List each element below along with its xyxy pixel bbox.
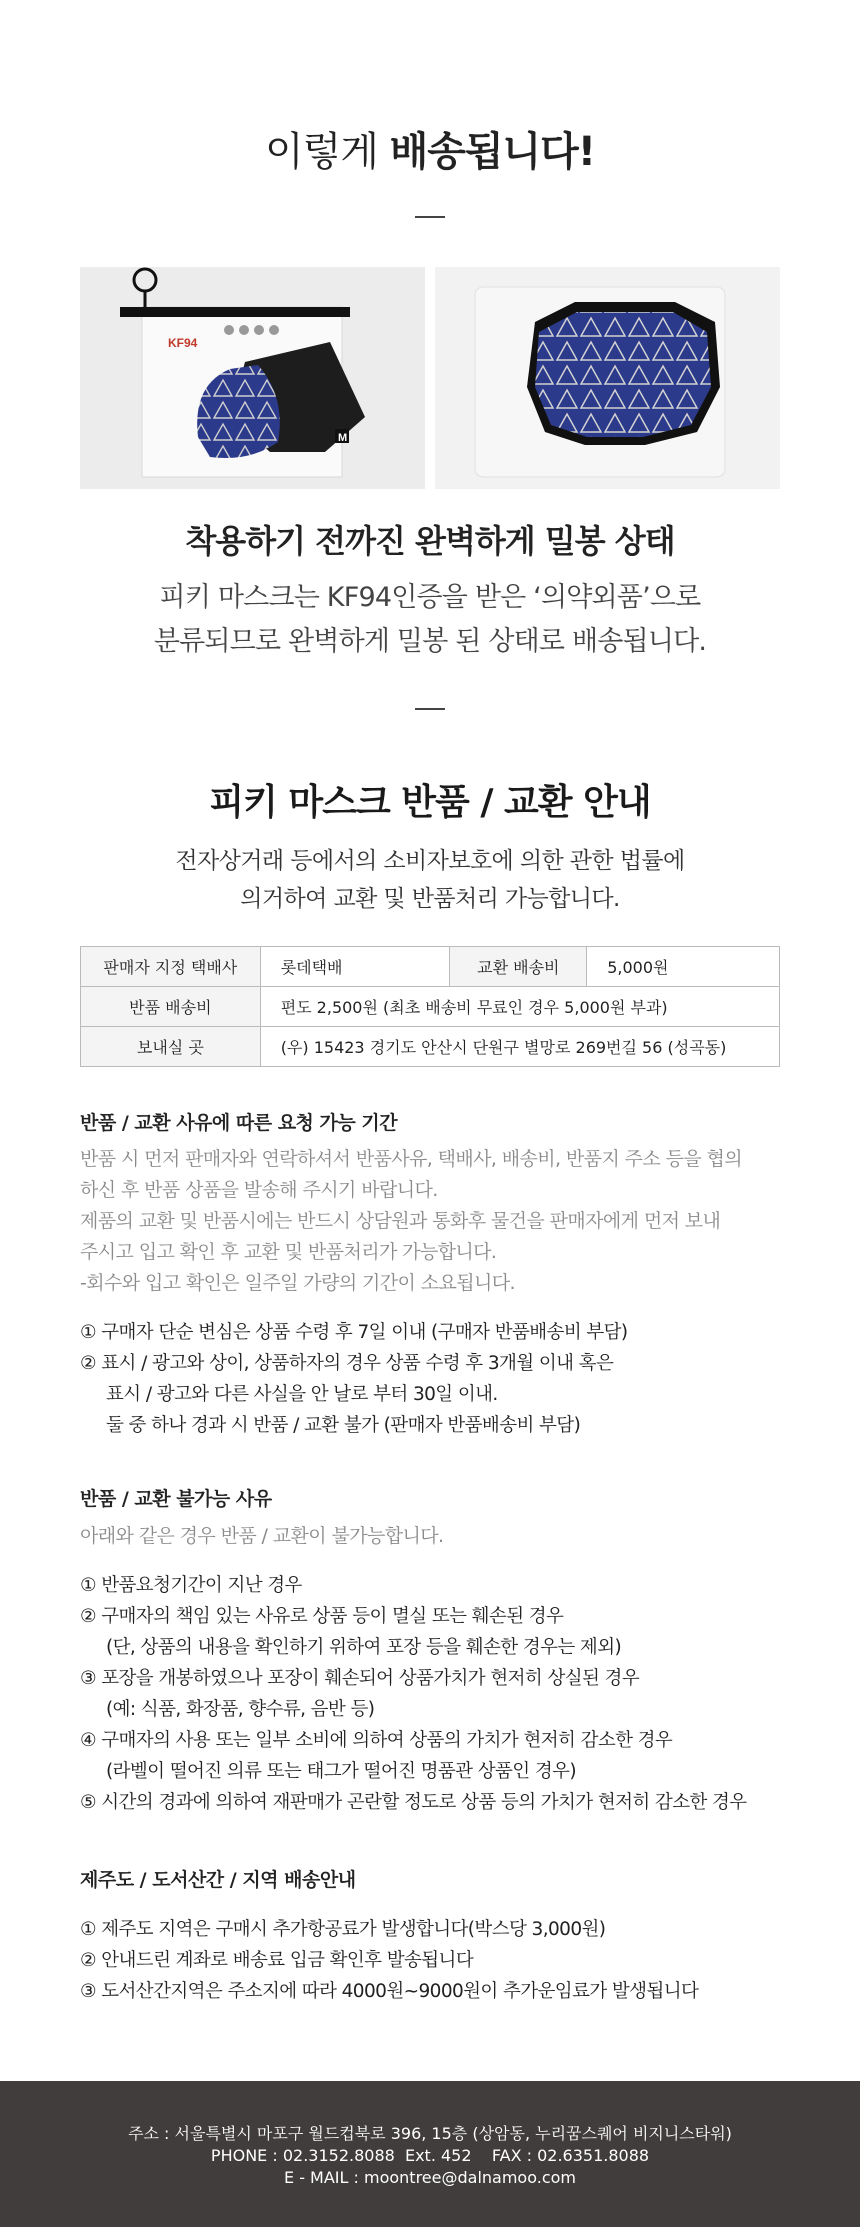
size-tag: M (338, 432, 348, 444)
jeju-list (80, 1914, 800, 2007)
list-item: (라벨이 떨어진 의류 또는 태그가 떨어진 명품관 상품인 경우) (106, 1761, 576, 1782)
list-item: ③ 도서산간지역은 주소지에 따라 4000원~9000원이 추가운임료가 발생됩니다 (80, 1981, 699, 2002)
notice-line: 하신 후 반품 상품을 발송해 주시기 바랍니다. (80, 1179, 438, 1201)
packaged-mask-photo (80, 267, 425, 489)
return-fee-value: 편도 2,500원 (최초 배송비 무료인 경우 5,000원 부과) (260, 987, 779, 1027)
list-item: (예: 식품, 화장품, 향수류, 음반 등) (106, 1699, 375, 1720)
return-fee-label: 반품 배송비 (81, 987, 261, 1027)
period-section (80, 1108, 800, 1441)
exchange-fee-value: 5,000원 (587, 947, 780, 987)
table-row (81, 947, 780, 987)
table-row (81, 987, 780, 1027)
footer-address: 주소 : 서울특별시 마포구 월드컵북로 396, 15층 (상암동, 누리꿈스퀘어 비지니스타워) (128, 2124, 732, 2143)
list-item: 둘 중 하나 경과 시 반품 / 교환 불가 (판매자 반품배송비 부담) (106, 1415, 581, 1436)
footer-email: E - MAIL : moontree@dalnamoo.com (284, 2168, 576, 2187)
address-value: (우) 15423 경기도 안산시 단원구 별망로 269번길 56 (성곡동) (260, 1027, 779, 1067)
headline-bold: 배송됩니다! (389, 129, 596, 175)
product-photos (80, 267, 780, 489)
courier-label: 판매자 지정 택배사 (81, 947, 261, 987)
list-item: (단, 상품의 내용을 확인하기 위하여 포장 등을 훼손한 경우는 제외) (106, 1637, 622, 1658)
returns-title: 피키 마스크 반품 / 교환 안내 (209, 782, 651, 823)
notice-line: 반품 시 먼저 판매자와 연락하셔서 반품사유, 택배사, 배송비, 반품지 주소 등을 협의 (80, 1148, 743, 1170)
exchange-fee-label: 교환 배송비 (450, 947, 587, 987)
footer (0, 2081, 860, 2227)
list-item: ② 안내드린 계좌로 배송료 입금 확인후 발송됩니다 (80, 1950, 474, 1971)
divider-dash (415, 216, 445, 218)
sealed-description (0, 576, 860, 664)
table-row (81, 1027, 780, 1067)
shipping-info-table (80, 946, 780, 1067)
footer-phone: PHONE : 02.3152.8088 Ext. 452 FAX : 02.6351.8088 (210, 2146, 650, 2165)
period-notice (80, 1144, 800, 1299)
sealed-title: 착용하기 전까진 완벽하게 밀봉 상태 (185, 522, 675, 560)
list-item: ② 표시 / 광고와 상이, 상품하자의 경우 상품 수령 후 3개월 이내 혹은 (80, 1353, 614, 1374)
returns-desc-line: 의거하여 교환 및 반품처리 가능합니다. (240, 886, 620, 912)
jeju-section (80, 1865, 800, 2007)
period-list (80, 1317, 800, 1441)
notice-line: 제품의 교환 및 반품시에는 반드시 상담원과 통화후 물건을 판매자에게 먼저 보내 (80, 1210, 721, 1232)
unavailable-title: 반품 / 교환 불가능 사유 (80, 1488, 272, 1510)
sealed-desc-line: 분류되므로 완벽하게 밀봉 된 상태로 배송됩니다. (153, 626, 707, 657)
period-title: 반품 / 교환 사유에 따른 요청 가능 기간 (80, 1112, 398, 1134)
unavailable-list (80, 1570, 800, 1818)
notice-line: 주시고 입고 확인 후 교환 및 반품처리가 가능합니다. (80, 1241, 497, 1263)
list-item: ⑤ 시간의 경과에 의하여 재판매가 곤란할 정도로 상품 등의 가치가 현저히 감소한 경우 (80, 1792, 747, 1813)
returns-description (0, 842, 860, 918)
list-item: ④ 구매자의 사용 또는 일부 소비에 의하여 상품의 가치가 현저히 감소한 경우 (80, 1730, 673, 1751)
notice-line: -회수와 입고 확인은 일주일 가량의 기간이 소요됩니다. (80, 1272, 515, 1294)
list-item: ① 제주도 지역은 구매시 추가항공료가 발생합니다(박스당 3,000원) (80, 1919, 606, 1940)
list-item: ③ 포장을 개봉하였으나 포장이 훼손되어 상품가치가 현저히 상실된 경우 (80, 1668, 640, 1689)
jeju-title: 제주도 / 도서산간 / 지역 배송안내 (80, 1869, 356, 1891)
kf94-badge: KF94 (168, 336, 198, 350)
sealed-mask-photo (435, 267, 780, 489)
divider-dash (415, 708, 445, 710)
headline (0, 120, 860, 177)
list-item: 표시 / 광고와 다른 사실을 안 날로 부터 30일 이내. (106, 1384, 498, 1405)
returns-desc-line: 전자상거래 등에서의 소비자보호에 의한 관한 법률에 (175, 848, 685, 874)
sealed-desc-line: 피키 마스크는 KF94인증을 받은 ‘의약외품’으로 (159, 582, 701, 613)
address-label: 보내실 곳 (81, 1027, 261, 1067)
headline-light: 이렇게 (264, 129, 390, 175)
unavailable-notice: 아래와 같은 경우 반품 / 교환이 불가능합니다. (80, 1525, 444, 1547)
list-item: ① 반품요청기간이 지난 경우 (80, 1575, 302, 1596)
list-item: ① 구매자 단순 변심은 상품 수령 후 7일 이내 (구매자 반품배송비 부담) (80, 1322, 628, 1343)
courier-value: 롯데택배 (260, 947, 450, 987)
list-item: ② 구매자의 책임 있는 사유로 상품 등이 멸실 또는 훼손된 경우 (80, 1606, 564, 1627)
unavailable-section (80, 1484, 800, 1818)
